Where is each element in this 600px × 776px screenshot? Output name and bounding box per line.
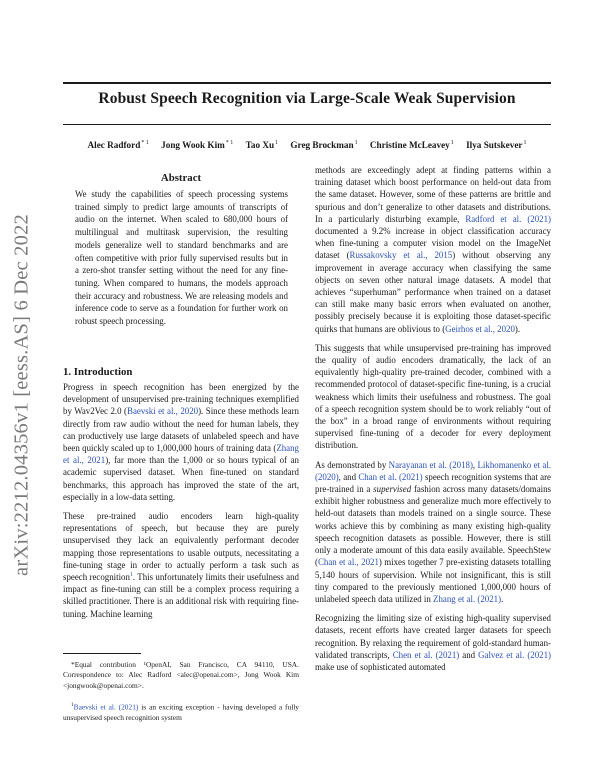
title-bottom-rule bbox=[63, 124, 551, 125]
intro-paragraph-6: Recognizing the limiting size of existing high-quality supervised datasets, recent efforts have created larger datasets for speech recognition. By relaxing the requirement of gold-standard human-validated transcripts, Chen et al. (2021) and Galvez et al. (2021) make use of sophisticated automated bbox=[315, 613, 551, 672]
intro-paragraph-3: methods are exceedingly adept at finding patterns within a training dataset which boost performance on held-out data from the same dataset. However, some of these patterns are brittle and spurious and don’t generalize to other datasets and distributions. In a particularly disturbing example, Radford et al. (2021) documented a 9.2% increase in object classification accuracy when fine-tuning a computer vision model on the ImageNet dataset (Russakovsky et al., 2015) without observing any improvement in average accuracy when classifying the same objects on seven other natural image datasets. A model that achieves “superhuman” performance when trained on a dataset can still make many basic errors when evaluated on another, possibly precisely because it is exploiting those dataset-specific quirks that humans are oblivious to (Geirhos et al., 2020). bbox=[315, 165, 551, 334]
citation-link[interactable]: Baevski et al., 2020 bbox=[127, 406, 199, 417]
footnotes bbox=[63, 653, 299, 733]
intro-paragraph-2: These pre-trained audio encoders learn high-quality representations of speech, but because they are purely unsupervised they lack an equivalently performant decoder mapping those representations to usable outputs, necessitating a fine-tuning stage in order to actually perform a task such as speech recognition$^1$. This unfortunately limits their usefulness and impact as fine-tuning can still be a complex process requiring a skilled practitioner. There is an additional risk with requiring fine-tuning. Machine learning bbox=[63, 511, 299, 619]
footnote-rule bbox=[63, 653, 141, 654]
author-3: Tao Xu$^1$ bbox=[245, 140, 279, 151]
citation-link[interactable]: Russakovsky et al., 2015 bbox=[349, 250, 453, 261]
arxiv-identifier-stamp[interactable] bbox=[5, 190, 39, 600]
citation-link[interactable]: Radford et al. (2021) bbox=[465, 213, 551, 224]
title-top-rule bbox=[63, 82, 551, 84]
citation-link[interactable]: Zhang et al. (2021) bbox=[433, 593, 502, 604]
citation-link[interactable]: Baevski et al. (2021) bbox=[73, 702, 139, 712]
citation-link[interactable]: Chan et al., 2021 bbox=[317, 557, 379, 568]
affiliation-footnote: *Equal contribution ¹OpenAI, San Francisco, CA 94110, USA. Correspondence to: Alec Radford <alec@openai.com>, Jong Wook Kim <jongwook@openai.com>. bbox=[63, 660, 299, 690]
author-5: Christine McLeavey$^1$ bbox=[369, 140, 454, 151]
citation-link[interactable]: Chan et al. (2021) bbox=[358, 471, 423, 482]
citation-link[interactable]: Geirhos et al., 2020 bbox=[445, 323, 515, 334]
intro-paragraph-4: This suggests that while unsupervised pre-training has improved the quality of audio encoders dramatically, the lack of an equivalently high-quality pre-trained decoder, combined with a recommended protocol of dataset-specific fine-tuning, is a crucial weakness which limits their usefulness and robustness. The goal of a speech recognition system should be to work reliably “out of the box” in a broad range of environments without requiring supervised fine-tuning of a decoder for every deployment distribution. bbox=[315, 342, 551, 451]
citation-link[interactable]: Likhomanenko et al. (2020) bbox=[315, 459, 551, 482]
footnote-1: $^1$Baevski et al. (2021) is an exciting exception - having developed a fully unsupervised speech recognition system bbox=[63, 702, 299, 723]
left-column bbox=[63, 381, 299, 627]
author-list bbox=[63, 140, 551, 150]
arxiv-id-text: arXiv:2212.04356v1 [eess.AS] 6 Dec 2022 bbox=[10, 214, 33, 576]
author-6: Ilya Sutskever$^1$ bbox=[466, 140, 527, 151]
intro-paragraph-1: Progress in speech recognition has been energized by the development of unsupervised pre-training techniques exemplified by Wav2Vec 2.0 (Baevski et al., 2020). Since these methods learn directly from raw audio without the need for human labels, they can productively use large datasets of unlabeled speech and have been quickly scaled up to 1,000,000 hours of training data (Zhang et al., 2021), far more than the 1,000 or so hours typical of an academic supervised dataset. When fine-tuned on standard benchmarks, this approach has improved the state of the art, especially in a low-data setting. bbox=[63, 382, 299, 502]
footnote-marker[interactable]: 1 bbox=[129, 572, 133, 579]
citation-link[interactable]: Narayanan et al. (2018) bbox=[388, 459, 473, 470]
author-4: Greg Brockman$^1$ bbox=[290, 140, 358, 151]
right-column bbox=[315, 164, 551, 680]
paper-title: Robust Speech Recognition via Large-Scale Weak Supervision bbox=[98, 90, 516, 107]
citation-link[interactable]: Zhang et al., 2021 bbox=[63, 443, 299, 466]
author-2: Jong Wook Kim$^{* 1}$ bbox=[161, 140, 234, 151]
citation-link[interactable]: Chen et al. (2021) bbox=[392, 649, 460, 660]
citation-link[interactable]: Galvez et al. (2021) bbox=[478, 649, 551, 660]
intro-paragraph-5: As demonstrated by Narayanan et al. (2018), Likhomanenko et al. (2020), and Chan et al. (2021) speech recognition systems that are pre-trained in a supervised fashion across many datasets/domains exhibit higher robustness and generalize much more effectively to held-out datasets than models trained on a single source. These works achieve this by combining as many existing high-quality speech recognition datasets as possible. However, there is still only a moderate amount of this data easily available. SpeechStew (Chan et al., 2021) mixes together 7 pre-existing datasets totalling 5,140 hours of supervision. While not insignificant, this is still tiny compared to the previously mentioned 1,000,000 hours of unlabeled speech data utilized in Zhang et al. (2021). bbox=[315, 459, 551, 604]
abstract-body: We study the capabilities of speech processing systems trained simply to predict large amounts of transcripts of audio on the internet. When scaled to 680,000 hours of multilingual and multitask supervision, the resulting models generalize well to standard benchmarks and are often competitive with prior fully supervised results but in a zero-shot transfer setting without the need for any fine-tuning. When compared to humans, the models approach their accuracy and robustness. We are releasing models and inference code to serve as a foundation for further work on robust speech processing. bbox=[75, 189, 288, 327]
abstract-heading: Abstract bbox=[160, 172, 202, 184]
author-1: Alec Radford$^{* 1}$ bbox=[87, 140, 149, 151]
introduction-heading: 1. Introduction bbox=[63, 366, 133, 378]
